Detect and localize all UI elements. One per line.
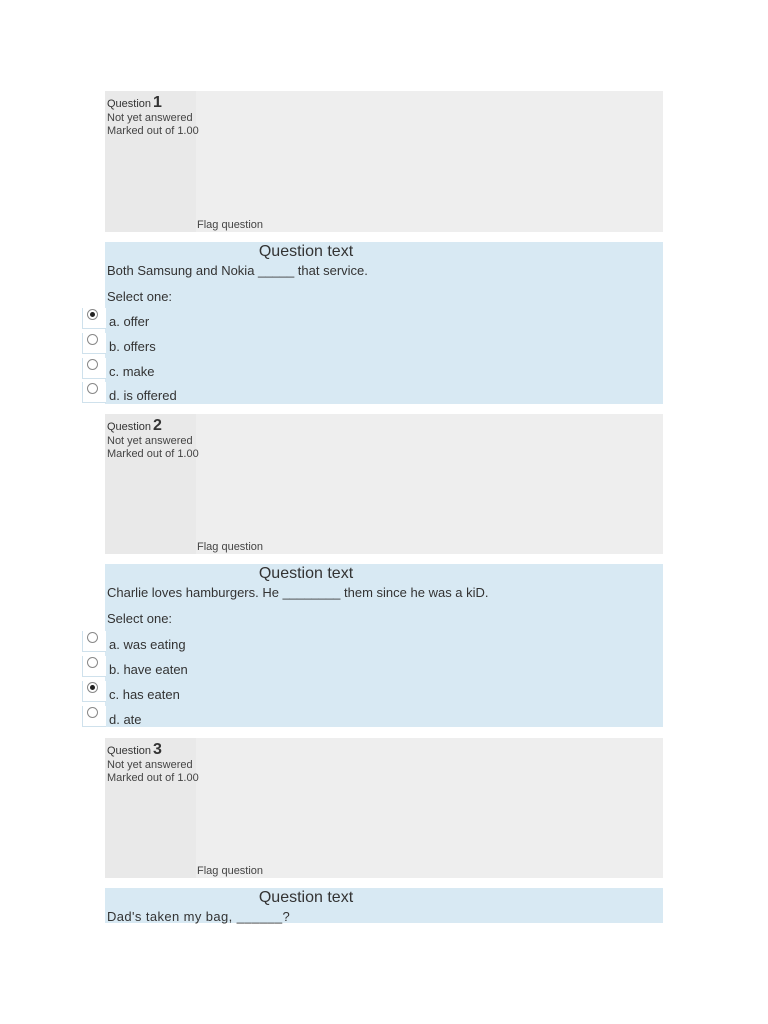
radio-empty-icon bbox=[87, 707, 98, 718]
radio-button[interactable] bbox=[82, 333, 106, 354]
question-label bbox=[107, 417, 162, 435]
option-label[interactable]: d. is offered bbox=[109, 388, 177, 403]
option-label[interactable]: c. has eaten bbox=[109, 687, 180, 702]
question-info-2 bbox=[105, 414, 663, 554]
question-state: Not yet answered bbox=[107, 112, 193, 124]
question-grade: Marked out of 1.00 bbox=[107, 125, 199, 137]
select-one-prompt: Select one: bbox=[107, 289, 173, 304]
question-label bbox=[107, 741, 162, 759]
option-label[interactable]: d. ate bbox=[109, 712, 142, 727]
select-one-prompt: Select one: bbox=[107, 611, 173, 626]
question-grade: Marked out of 1.00 bbox=[107, 772, 199, 784]
radio-button[interactable] bbox=[82, 656, 106, 677]
question-number: 1 bbox=[153, 94, 162, 111]
question-number: 3 bbox=[153, 741, 162, 758]
question-state: Not yet answered bbox=[107, 435, 193, 447]
option-label[interactable]: b. have eaten bbox=[109, 662, 188, 677]
answer-option[interactable] bbox=[82, 358, 282, 383]
answer-option[interactable] bbox=[82, 656, 282, 681]
option-label[interactable]: a. offer bbox=[109, 314, 150, 329]
question-text: Both Samsung and Nokia _____ that service. bbox=[107, 263, 368, 278]
radio-selected-icon bbox=[87, 682, 98, 693]
answer-option[interactable] bbox=[82, 681, 282, 706]
question-label-text: Question bbox=[107, 745, 152, 757]
question-label-text: Question bbox=[107, 421, 152, 433]
radio-empty-icon bbox=[87, 334, 98, 345]
answer-option[interactable] bbox=[82, 631, 282, 656]
question-text: Charlie loves hamburgers. He ________ them since he was a kiD. bbox=[107, 585, 489, 600]
question-label bbox=[107, 94, 162, 112]
question-content-3 bbox=[105, 888, 663, 923]
question-text-heading: Question text bbox=[258, 889, 354, 906]
question-info-1 bbox=[105, 91, 663, 232]
radio-button[interactable] bbox=[82, 706, 106, 727]
radio-empty-icon bbox=[87, 383, 98, 394]
flag-question-link[interactable]: Flag question bbox=[197, 865, 264, 877]
answer-option[interactable] bbox=[82, 333, 282, 358]
question-state: Not yet answered bbox=[107, 759, 193, 771]
option-label[interactable]: a. was eating bbox=[109, 637, 186, 652]
answer-option[interactable] bbox=[82, 382, 282, 407]
radio-button[interactable] bbox=[82, 631, 106, 652]
question-label-text: Question bbox=[107, 98, 152, 110]
question-text-heading: Question text bbox=[258, 243, 354, 260]
radio-selected-icon bbox=[87, 309, 98, 320]
radio-empty-icon bbox=[87, 657, 98, 668]
answer-option[interactable] bbox=[82, 308, 282, 333]
option-label[interactable]: b. offers bbox=[109, 339, 156, 354]
answer-option[interactable] bbox=[82, 706, 282, 731]
question-grade: Marked out of 1.00 bbox=[107, 448, 199, 460]
question-text-heading: Question text bbox=[258, 565, 354, 582]
question-info-3 bbox=[105, 738, 663, 878]
question-text: Dad's taken my bag, ______? bbox=[107, 909, 291, 924]
radio-button[interactable] bbox=[82, 382, 106, 403]
flag-question-link[interactable]: Flag question bbox=[197, 541, 264, 553]
radio-button[interactable] bbox=[82, 681, 106, 702]
flag-question-link[interactable]: Flag question bbox=[197, 219, 264, 231]
radio-button[interactable] bbox=[82, 358, 106, 379]
radio-empty-icon bbox=[87, 632, 98, 643]
option-label[interactable]: c. make bbox=[109, 364, 155, 379]
radio-button[interactable] bbox=[82, 308, 106, 329]
radio-empty-icon bbox=[87, 359, 98, 370]
question-number: 2 bbox=[153, 417, 162, 434]
